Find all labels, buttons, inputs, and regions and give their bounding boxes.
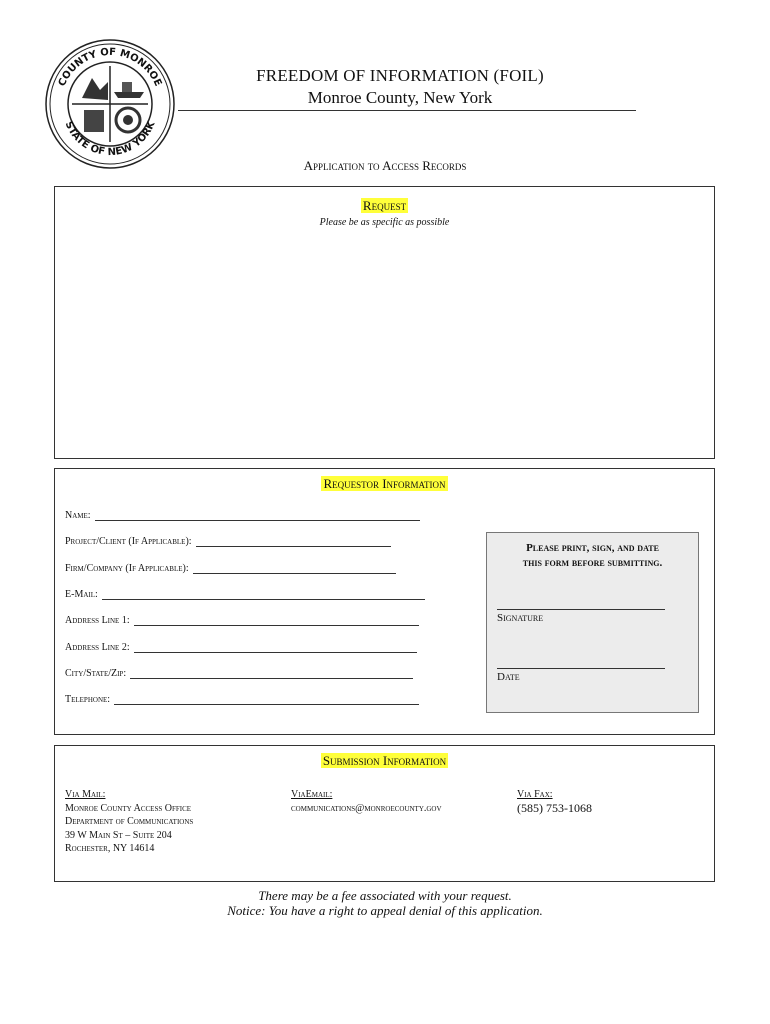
header-divider	[178, 110, 636, 111]
application-title: Application to Access Records	[303, 158, 467, 173]
county-seal	[44, 38, 176, 170]
email-title: ViaEmail:	[291, 789, 333, 800]
email-address-link[interactable]: communications@monroecounty.gov	[291, 802, 442, 814]
date-line[interactable]	[497, 668, 665, 669]
city-state-zip-field[interactable]: City/State/Zip:	[65, 668, 413, 679]
mail-line: Monroe County Access Office	[65, 802, 192, 814]
submission-section	[54, 745, 715, 882]
signature-panel	[486, 532, 699, 713]
mail-column	[65, 788, 193, 856]
request-heading: Request	[362, 198, 407, 213]
address-line-1-field[interactable]: Address Line 1:	[65, 615, 419, 626]
request-hint: Please be as specific as possible	[319, 217, 450, 228]
mail-title: Via Mail:	[65, 789, 106, 800]
date-label: Date	[497, 671, 520, 683]
seal-top-text: COUNTY OF MONROE	[56, 46, 164, 89]
fax-number: (585) 753-1068	[517, 800, 592, 815]
email-column	[291, 788, 442, 815]
fee-notice: There may be a fee associated with your request.	[258, 888, 512, 903]
fax-title: Via Fax:	[517, 789, 553, 800]
mail-line: Rochester, NY 14614	[65, 843, 155, 854]
mail-line: Department of Communications	[65, 816, 194, 827]
signature-label: Signature	[497, 612, 544, 624]
page-title: FREEDOM OF INFORMATION (FOIL)	[256, 66, 544, 85]
mail-line: 39 W Main St – Suite 204	[65, 829, 172, 841]
sign-instructions: Please print, sign, and date this form before submitting.	[522, 542, 663, 569]
signature-line[interactable]	[497, 609, 665, 610]
appeal-notice: Notice: You have a right to appeal denial of this application.	[227, 903, 543, 918]
submission-heading: Submission Information	[322, 753, 447, 768]
page-subtitle: Monroe County, New York	[307, 88, 493, 107]
footer-notice	[150, 888, 620, 918]
email-field[interactable]: E-Mail:	[65, 589, 425, 600]
telephone-field[interactable]: Telephone:	[65, 694, 419, 705]
address-line-2-field[interactable]: Address Line 2:	[65, 642, 417, 653]
requestor-section	[54, 468, 715, 735]
request-section[interactable]	[54, 186, 715, 459]
fax-column	[517, 788, 592, 815]
seal-bottom-text: STATE OF NEW YORK	[62, 119, 158, 159]
project-client-field[interactable]: Project/Client (If Applicable):	[65, 536, 391, 547]
firm-company-field[interactable]: Firm/Company (If Applicable):	[65, 563, 396, 574]
name-field[interactable]: Name:	[65, 510, 420, 521]
requestor-heading: Requestor Information	[323, 476, 446, 491]
